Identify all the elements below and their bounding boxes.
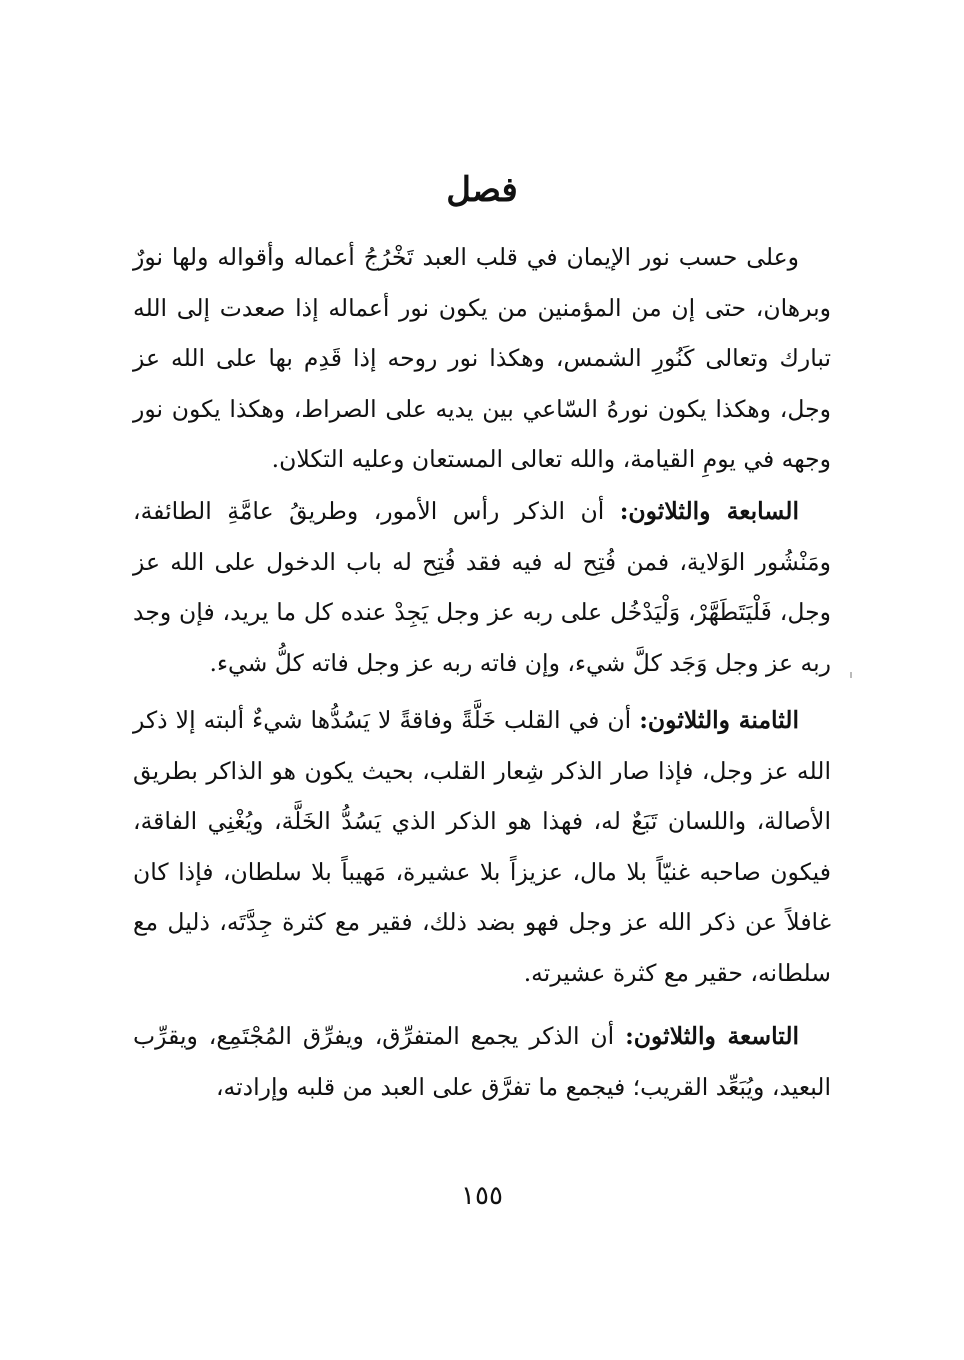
paragraph-body: أن في القلب خَلَّةً وفاقةً لا يَسُدُّها شيءٌ ألبته إلا ذكر الله عز وجل، فإذا صار الذكر شِعار القلب، بحيث يكون هو الذاكر بطريق الأصالة، واللسان تَبَعٌ له، فهذا هو الذكر الذي يَسُدُّ الخَلَّة، ويُغْنِي الفاقة، فيكون صاحبه غنيّاً بلا مال، عزيزاً بلا عشيرة، مَهيباً بلا سلطان، فإذا كان غافلاً عن ذكر الله عز وجل فهو بضد ذلك، فقير مع كثرة جِدَّتَه، ذليل مع سلطانه، حقير مع كثرة عشيرته. [133, 706, 831, 987]
paragraph-3 [133, 695, 831, 998]
paragraph-body: وعلى حسب نور الإيمان في قلب العبد تَخْرُجُ أعماله وأقواله ولها نورٌ وبرهان، حتى إن من المؤمنين من يكون نور أعماله إذا صعدت إلى الله تبارك وتعالى كَنُورِ الشمس، وهكذا نور روحه إذا قَدِم بها على الله عز وجل، وهكذا يكون نورهُ السّاعي بين يديه على الصراط، وهكذا يكون نور وجهه في يومِ القيامة، والله تعالى المستعان وعليه التكلان. [133, 243, 831, 473]
paragraph-4 [133, 1011, 831, 1112]
paragraph-body: أن الذكر رأس الأمور، وطريقُ عامَّةِ الطائفة، ومَنْشُور الوَلاية، فمن فُتِح له فيه فقد فُتِح له باب الدخول على الله عز وجل، فَلْيَتَطَهَّرْ، وَلْيَدْخُل على ربه عز وجل يَجِدْ عنده كل ما يريد، فإن وجد ربه عز وجل وَجَد كلَّ شيء، وإن فاته ربه عز وجل فاته كلُّ شيء. [133, 497, 831, 677]
paragraph-lead: الثامنة والثلاثون: [639, 706, 799, 734]
scan-mark [850, 672, 852, 678]
paragraph-text [133, 695, 831, 998]
paragraph-text [133, 486, 831, 688]
paragraph-text [133, 1011, 831, 1112]
paragraph-text [133, 232, 831, 485]
section-title: فصل [446, 170, 518, 210]
page-number: ١٥٥ [461, 1181, 503, 1211]
paragraph-1 [133, 232, 831, 485]
paragraph-2 [133, 486, 831, 688]
paragraph-lead: السابعة والثلاثون: [619, 497, 799, 525]
paragraph-lead: التاسعة والثلاثون: [625, 1022, 800, 1050]
paragraph-body: أن الذكر يجمع المتفرِّق، ويفرِّق المُجْتَمِع، ويقرِّب البعيد، ويُبَعِّد القريب؛ فيجمع ما تفرَّق على العبد من قلبه وإرادته، [133, 1022, 831, 1101]
